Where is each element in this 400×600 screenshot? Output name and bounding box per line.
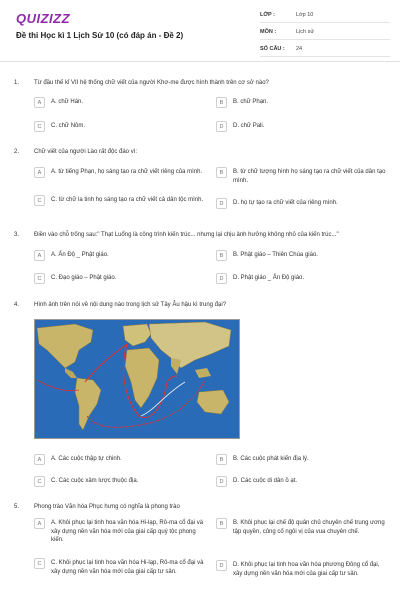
question-number: 4. [14,302,20,308]
question-5-heading [14,504,386,510]
question-number: 3. [14,232,20,238]
question-3-option-d[interactable] [216,273,386,284]
option-text: A. từ tiếng Phạn, họ sáng tạo ra chữ viết riêng của mình. [51,169,203,175]
question-4-option-d[interactable] [216,476,386,487]
worksheet-title: Đề thi Học kì 1 Lịch Sử 10 (có đáp án - Đề 2) [16,31,184,40]
worksheet-meta [260,8,390,59]
option-letter-box: D [216,273,227,284]
option-text: C. Các cuộc xâm lược thuộc địa. [51,478,139,484]
option-letter-box: B [216,97,227,108]
option-text: C. chữ Nôm. [51,123,86,129]
option-text: D. họ tự tạo ra chữ viết của riêng mình. [233,200,338,206]
question-4-heading [14,302,386,308]
question-2-option-d[interactable] [216,198,386,209]
question-4-option-a[interactable] [34,454,204,465]
option-letter-box: C [34,476,45,487]
option-letter-box: C [34,558,45,569]
option-letter-box: C [34,273,45,284]
question-5-option-d[interactable] [216,560,386,578]
option-text: A. Ấn Độ _ Phật giáo. [51,252,109,258]
option-letter-box: A [34,518,45,529]
question-number: 5. [14,504,20,510]
question-text: Chữ viết của người Lào rất độc đáo vì: [34,149,138,155]
question-1-option-c[interactable] [34,121,204,132]
option-letter-box: A [34,454,45,465]
question-4-option-c[interactable] [34,476,204,487]
meta-row-class [260,8,390,23]
option-text: D. Khôi phục lại tinh hoa văn hóa phương Đông cổ đại, xây dựng nền văn hóa mới của giai cấp tư sản. [233,562,380,577]
question-5-option-c[interactable] [34,558,204,576]
option-text: C. Khôi phục lại tinh hoa văn hóa Hi-lạp, Rô-ma cổ đại và xây dựng nền văn hóa mới của giai cấp tư sản. [51,560,204,575]
meta-label: LỚP : [260,12,275,18]
option-letter-box: A [34,250,45,261]
option-text: C. Đạo giáo – Phật giáo. [51,275,117,281]
option-text: D. Phật giáo _ Ấn Độ giáo. [233,275,305,281]
meta-row-subject [260,25,390,40]
question-5-option-b[interactable] [216,518,386,536]
question-1-option-a[interactable] [34,97,204,108]
meta-row-count [260,42,390,57]
question-text: Hình ảnh trên nói về nội dung nào trong lịch sử Tây Âu hậu kì trung đại? [34,302,227,308]
meta-value: Lớp 10 [296,12,314,18]
question-1-heading [14,80,386,86]
option-letter-box: B [216,518,227,529]
question-2-option-a[interactable] [34,167,204,178]
question-2-option-b[interactable] [216,167,386,185]
worksheet-header [0,0,400,62]
question-3-option-a[interactable] [34,250,204,261]
option-text: B. Phật giáo – Thiên Chúa giáo. [233,252,318,258]
quizizz-logo: QUIZIZZ [16,11,71,26]
question-5-option-a[interactable] [34,518,204,545]
option-letter-box: D [216,476,227,487]
question-3-heading [14,232,386,238]
option-text: A. Các cuộc thập tự chinh. [51,456,122,462]
option-text: B. từ chữ tượng hình họ sáng tạo ra chữ viết của dân tạo mình. [233,169,386,184]
question-3-option-b[interactable] [216,250,386,261]
question-text: Điền vào chỗ trống sau:" Thạt Luổng là công trình kiến trúc... nhưng lại chịu ảnh hưởng không nhỏ của kiến trúc..." [34,232,339,238]
option-letter-box: B [216,454,227,465]
option-letter-box: C [34,195,45,206]
question-1-option-d[interactable] [216,121,386,132]
question-number: 2. [14,149,20,155]
option-letter-box: D [216,560,227,571]
meta-value: 24 [296,46,303,52]
question-text: Phong trào Văn hóa Phục hưng có nghĩa là phong trào [34,504,180,510]
option-letter-box: D [216,121,227,132]
question-1-option-b[interactable] [216,97,386,108]
meta-value: Lịch sử [296,29,315,35]
meta-label: SỐ CÂU : [260,46,285,52]
voyages-world-map [34,319,240,439]
option-text: D. Các cuộc di dân ồ ạt. [233,478,298,484]
question-2-heading [14,149,386,155]
option-letter-box: A [34,167,45,178]
question-4-option-b[interactable] [216,454,386,465]
option-text: A. Khôi phục lại tinh hoa văn hóa Hi-lạp, Rô-ma cổ đại và xây dựng nền văn hóa mới của giai cấp quý tộc phong kiến. [51,520,204,544]
option-text: B. chữ Phạn. [233,99,269,105]
question-text: Từ đầu thế kỉ VII hệ thống chữ viết của người Khơ-me được hình thành trên cơ sở nào? [34,80,269,86]
question-2-option-c[interactable] [34,195,204,206]
option-letter-box: B [216,250,227,261]
option-text: A. chữ Hán. [51,99,84,105]
option-text: D. chữ Pali. [233,123,265,129]
option-letter-box: D [216,198,227,209]
option-letter-box: A [34,97,45,108]
option-letter-box: B [216,167,227,178]
option-text: B. Khôi phục lại chế độ quân chủ chuyên chế trung ương tập quyền, củng cố ngôi vị của vua chuyên chế. [233,520,385,535]
option-text: C. từ chữ la tinh họ sáng tạo ra chữ viết cả dân tộc mình. [51,197,204,203]
option-text: B. Các cuộc phát kiến địa lý. [233,456,309,462]
world-map-illustration [35,320,240,439]
question-3-option-c[interactable] [34,273,204,284]
meta-label: MÔN : [260,29,277,35]
option-letter-box: C [34,121,45,132]
question-number: 1. [14,80,20,86]
